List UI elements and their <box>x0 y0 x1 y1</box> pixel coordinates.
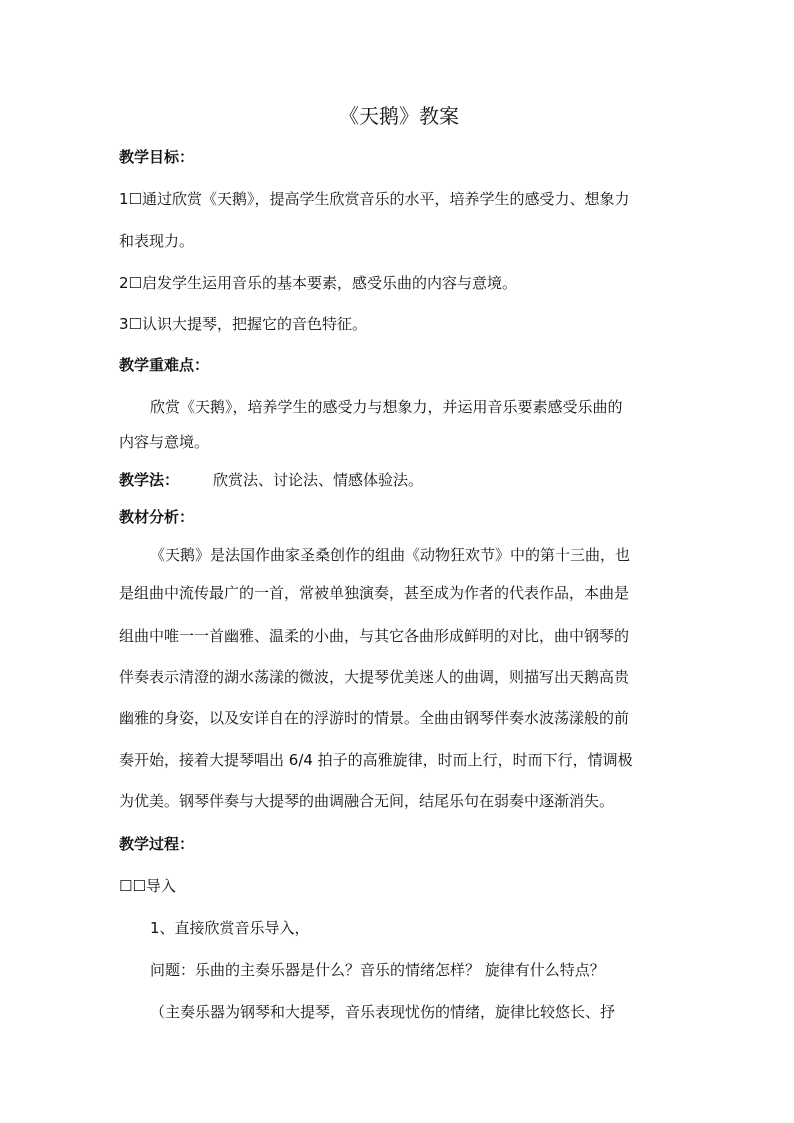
goal-3: 3☐认识大提琴，把握它的音色特征。 <box>119 315 367 333</box>
analysis-line: 伴奏表示清澄的湖水荡漾的微波，大提琴优美迷人的曲调，则描写出天鹅高贵 <box>119 668 630 686</box>
goal-1-line-2: 和表现力。 <box>119 232 195 250</box>
method-heading: 教学法： <box>119 471 180 489</box>
analysis-line: 组曲中唯一一首幽雅、温柔的小曲，与其它各曲形成鲜明的对比，曲中钢琴的 <box>119 627 630 645</box>
analysis-line: 《天鹅》是法国作曲家圣桑创作的组曲《动物狂欢节》中的第十三曲，也 <box>150 546 631 564</box>
key-points-line-1: 欣赏《天鹅》，培养学生的感受力与想象力，并运用音乐要素感受乐曲的 <box>150 398 623 416</box>
process-step-1: 1、直接欣赏音乐导入， <box>150 919 310 937</box>
goals-heading: 教学目标： <box>119 148 195 166</box>
key-points-heading: 教学重难点： <box>119 356 210 374</box>
method-text: 欣赏法、讨论法、情感体验法。 <box>213 471 424 489</box>
answer-text: （主奏乐器为钢琴和大提琴，音乐表现忧伤的情绪，旋律比较悠长、抒 <box>150 1003 616 1021</box>
goal-2: 2☐启发学生运用音乐的基本要素，感受乐曲的内容与意境。 <box>119 274 517 292</box>
analysis-line: 是组曲中流传最广的一首，常被单独演奏，甚至成为作者的代表作品，本曲是 <box>119 584 630 602</box>
analysis-heading: 教材分析： <box>119 508 195 526</box>
analysis-line: 幽雅的身姿，以及安详自在的浮游时的情景。全曲由钢琴伴奏水波荡漾般的前 <box>119 709 630 727</box>
process-subheading: ☐☐导入 <box>119 877 176 895</box>
analysis-line: 奏开始，接着大提琴唱出 6/4 拍子的高雅旋律，时而上行，时而下行，情调极 <box>119 751 633 769</box>
goal-1-line-1: 1☐通过欣赏《天鹅》，提高学生欣赏音乐的水平，培养学生的感受力、想象力 <box>119 190 630 208</box>
process-heading: 教学过程： <box>119 835 195 853</box>
analysis-line: 为优美。钢琴伴奏与大提琴的曲调融合无间，结尾乐句在弱奏中逐渐消失。 <box>119 792 615 810</box>
question-text: 问题：乐曲的主奏乐器是什么？音乐的情绪怎样？ 旋律有什么特点？ <box>150 961 605 979</box>
key-points-line-2: 内容与意境。 <box>119 433 210 451</box>
document-title: 《天鹅》教案 <box>339 104 459 128</box>
